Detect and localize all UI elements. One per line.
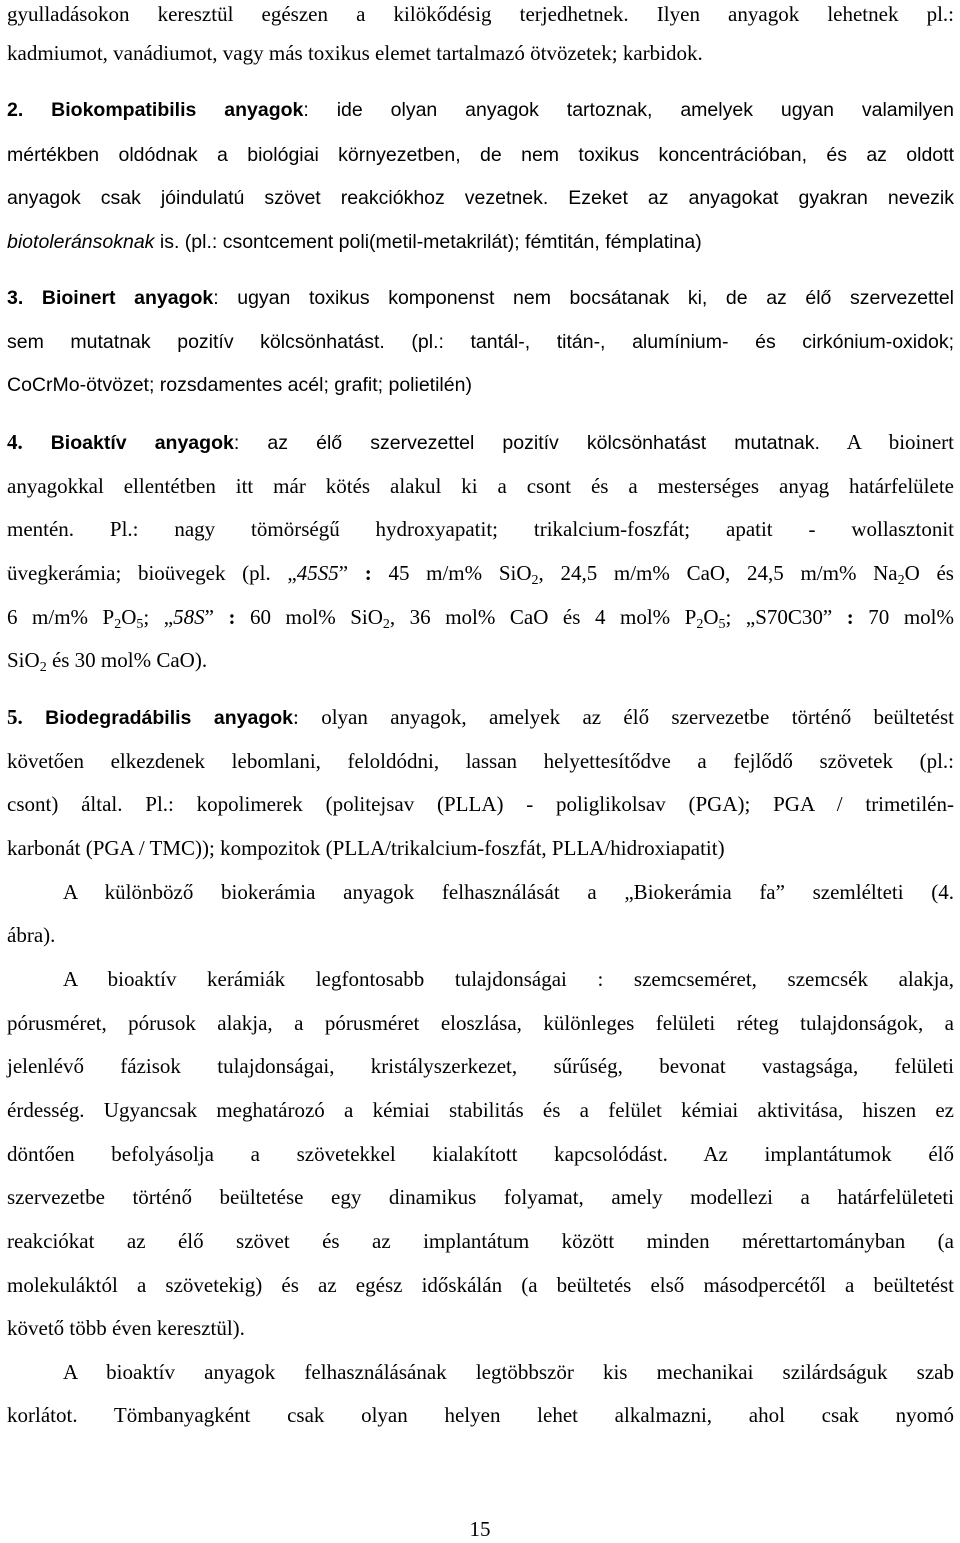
list-item-bioaktiv: 4. Bioaktív anyagok: az élő szervezettel pozitív kölcsönhatást mutatnak. A bioinert <box>7 430 955 454</box>
text-line: mértékben oldódnak a biológiai környezetben, de nem toxikus koncentrációban, és az oldott <box>7 144 954 166</box>
text-line: CoCrMo-ötvözet; rozsdamentes acél; grafit; polietilén) <box>7 374 472 396</box>
paragraph-line: követő több éven keresztül). <box>7 1316 245 1340</box>
term-bioaktiv: Bioaktív anyagok <box>50 432 234 454</box>
text-line: mentén. Pl.: nagy tömörségű hydroxyapatit; trikalcium-foszfát; apatit - wollasztonit <box>7 517 954 541</box>
term-biokompatibilis: Biokompatibilis anyagok <box>51 99 304 121</box>
text-line: anyagokkal ellentétben itt már kötés alakul ki a csont és a mesterséges anyag határfelülete <box>7 474 954 498</box>
text-line: karbonát (PGA / TMC)); kompozitok (PLLA/trikalcium-foszfát, PLLA/hidroxiapatit) <box>7 836 725 860</box>
paragraph-line: döntően befolyásolja a szövetekkel kialakított kapcsolódást. Az implantátumok élő <box>7 1142 954 1166</box>
page-number: 15 <box>469 1517 491 1541</box>
term-bioinert: Bioinert anyagok <box>41 287 214 309</box>
paragraph-line: ábra). <box>7 923 56 947</box>
text-line: csont) által. Pl.: kopolimerek (politejsav (PLLA) - poliglikolsav (PGA); PGA / trimetilén- <box>7 792 954 816</box>
paragraph-line: pórusméret, pórusok alakja, a pórusméret eloszlása, különleges felületi réteg tulajdonságok, a <box>7 1011 954 1035</box>
list-item-biodegradabilis: 5. Biodegradábilis anyagok: olyan anyagok, amelyek az élő szervezetbe történő beültetést <box>7 705 955 729</box>
paragraph-line: szervezetbe történő beültetése egy dinamikus folyamat, amely modellezi a határfelületeti <box>7 1185 954 1209</box>
text-line: biotoleránsoknak is. (pl.: csontcement poli(metil-metakrilát); fémtitán, fémplatina) <box>7 231 702 253</box>
text-line: gyulladásokon keresztül egészen a kilökődésig terjedhetnek. Ilyen anyagok lehetnek pl.: <box>7 2 954 26</box>
text-line: üvegkerámia; bioüvegek (pl. „45S5” : 45 m/m% SiO$_2$, 24,5 m/m% CaO, 24,5 m/m% $Na_2O$ és <box>7 561 954 588</box>
term-biodegradabilis: Biodegradábilis anyagok <box>45 707 294 729</box>
text-line: SiO$_2$ és 30 mol% CaO). <box>7 648 208 675</box>
paragraph-line: molekuláktól a szövetekig) és az egész időskálán (a beültetés első másodpercétől a beültetést <box>7 1273 954 1297</box>
list-item-bioinert: 3. Bioinert anyagok: ugyan toxikus komponenst nem bocsátanak ki, de az élő szervezettel <box>7 287 955 309</box>
text-line: követően elkezdenek lebomlani, feloldódni, lassan helyettesítődve a fejlődő szövetek (pl.: <box>7 749 954 773</box>
paragraph-line: reakciókat az élő szövet és az implantátum között minden mérettartományban (a <box>7 1229 954 1253</box>
paragraph-line: jelenlévő fázisok tulajdonságai, kristályszerkezet, sűrűség, bevonat vastagsága, felületi <box>7 1054 954 1078</box>
text-line: anyagok csak jóindulatú szövet reakciókhoz vezetnek. Ezeket az anyagokat gyakran nevezik <box>7 187 954 209</box>
paragraph-line: korlátot. Tömbanyagként csak olyan helyen lehet alkalmazni, ahol csak nyomó <box>7 1403 954 1427</box>
paragraph-line: érdesség. Ugyancsak meghatározó a kémiai stabilitás és a felület kémiai aktivitása, hiszen ez <box>7 1098 954 1122</box>
text-line: sem mutatnak pozitív kölcsönhatást. (pl.: tantál-, titán-, alumínium- és cirkónium-oxidok; <box>7 331 954 353</box>
paragraph-line: A bioaktív kerámiák legfontosabb tulajdonságai : szemcseméret, szemcsék alakja, <box>63 967 954 991</box>
list-item-biokompatibilis: 2. Biokompatibilis anyagok: ide olyan anyagok tartoznak, amelyek ugyan valamilyen <box>7 99 954 121</box>
text-line: 6 m/m% $P_2O_5$; „58S” : 60 mol% SiO$_2$, 36 mol% CaO és 4 mol% $P_2O_5$; „S70C30” : 70 mol% <box>7 605 954 632</box>
paragraph-line: A bioaktív anyagok felhasználásának legtöbbször kis mechanikai szilárdságuk szab <box>63 1360 954 1384</box>
paragraph-line: A különböző biokerámia anyagok felhasználását a „Biokerámia fa” szemlélteti (4. <box>63 880 954 904</box>
text-line: kadmiumot, vanádiumot, vagy más toxikus elemet tartalmazó ötvözetek; karbidok. <box>7 41 703 65</box>
